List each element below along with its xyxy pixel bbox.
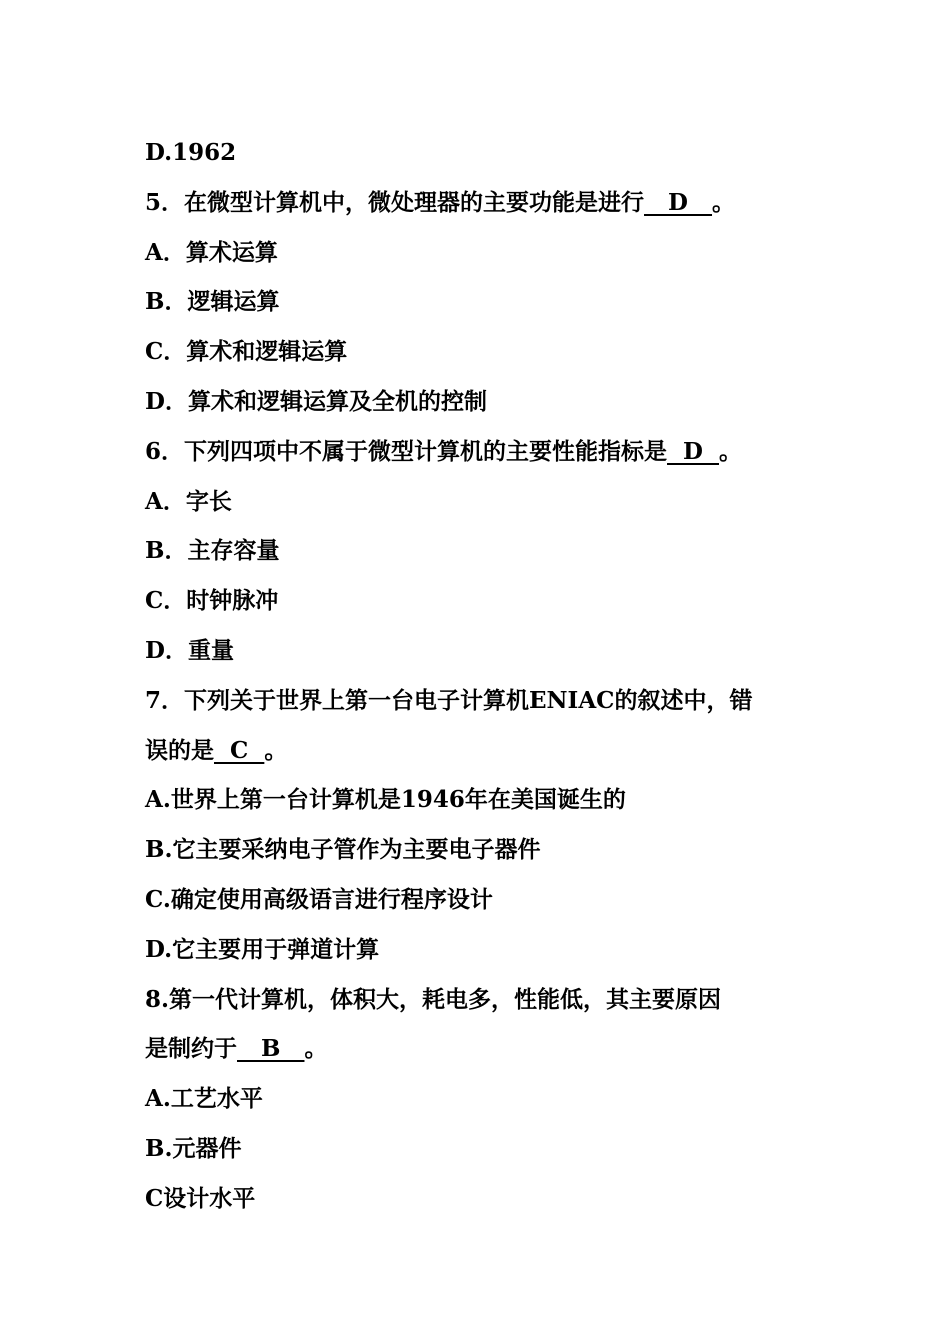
question-text: 误的是 bbox=[145, 736, 214, 764]
line-text: C．时钟脉冲 bbox=[145, 587, 279, 615]
question-line bbox=[145, 676, 825, 726]
line-text: D．重量 bbox=[145, 636, 234, 664]
question-line bbox=[145, 975, 825, 1025]
option-line bbox=[145, 925, 825, 975]
option-line bbox=[145, 626, 825, 676]
option-line bbox=[145, 825, 825, 875]
line-text: B.元器件 bbox=[145, 1134, 242, 1162]
question-text: 6．下列四项中不属于微型计算机的主要性能指标是 bbox=[145, 437, 668, 465]
question-end: 。 bbox=[712, 188, 736, 216]
option-line bbox=[145, 377, 825, 427]
answer-blank: B bbox=[237, 1035, 305, 1063]
answer-blank: C bbox=[214, 736, 265, 764]
option-line bbox=[145, 277, 825, 327]
question-text: 是制约于 bbox=[145, 1035, 237, 1063]
line-text: D.它主要用于弹道计算 bbox=[145, 935, 380, 963]
line-text: C设计水平 bbox=[145, 1184, 256, 1212]
option-line bbox=[145, 228, 825, 278]
line-text: D．算术和逻辑运算及全机的控制 bbox=[145, 387, 487, 415]
line-text: B．主存容量 bbox=[145, 537, 280, 565]
option-line bbox=[145, 1074, 825, 1124]
line-text: D.1962 bbox=[145, 139, 237, 166]
question-text: 5．在微型计算机中，微处理器的主要功能是进行 bbox=[145, 188, 645, 216]
question-line-continued bbox=[145, 1024, 825, 1074]
option-line bbox=[145, 526, 825, 576]
question-line bbox=[145, 178, 825, 228]
question-text: 7．下列关于世界上第一台电子计算机ENIAC的叙述中，错 bbox=[145, 686, 753, 714]
answer-blank: D bbox=[644, 188, 713, 216]
line-text: C．算术和逻辑运算 bbox=[145, 338, 348, 366]
question-end: 。 bbox=[264, 736, 288, 764]
line-text: A.工艺水平 bbox=[145, 1085, 263, 1113]
question-end: 。 bbox=[719, 437, 742, 465]
question-end: 。 bbox=[304, 1035, 328, 1063]
option-line bbox=[145, 477, 825, 527]
question-line-continued bbox=[145, 726, 825, 776]
question-line bbox=[145, 427, 825, 477]
line-text: C.确定使用高级语言进行程序设计 bbox=[145, 885, 493, 913]
question-text: 8.第一代计算机，体积大，耗电多，性能低，其主要原因 bbox=[145, 985, 722, 1013]
question-list bbox=[145, 128, 825, 1224]
option-line bbox=[145, 128, 825, 178]
line-text: A．算术运算 bbox=[145, 238, 278, 266]
line-text: A．字长 bbox=[145, 487, 232, 515]
option-line bbox=[145, 1174, 825, 1224]
option-line bbox=[145, 576, 825, 626]
answer-blank: D bbox=[667, 437, 719, 465]
line-text: B.它主要采纳电子管作为主要电子器件 bbox=[145, 836, 541, 864]
line-text: B．逻辑运算 bbox=[145, 288, 280, 316]
option-line bbox=[145, 875, 825, 925]
option-line bbox=[145, 327, 825, 377]
line-text: A.世界上第一台计算机是1946年在美国诞生的 bbox=[145, 786, 626, 814]
option-line bbox=[145, 1124, 825, 1174]
option-line bbox=[145, 775, 825, 825]
